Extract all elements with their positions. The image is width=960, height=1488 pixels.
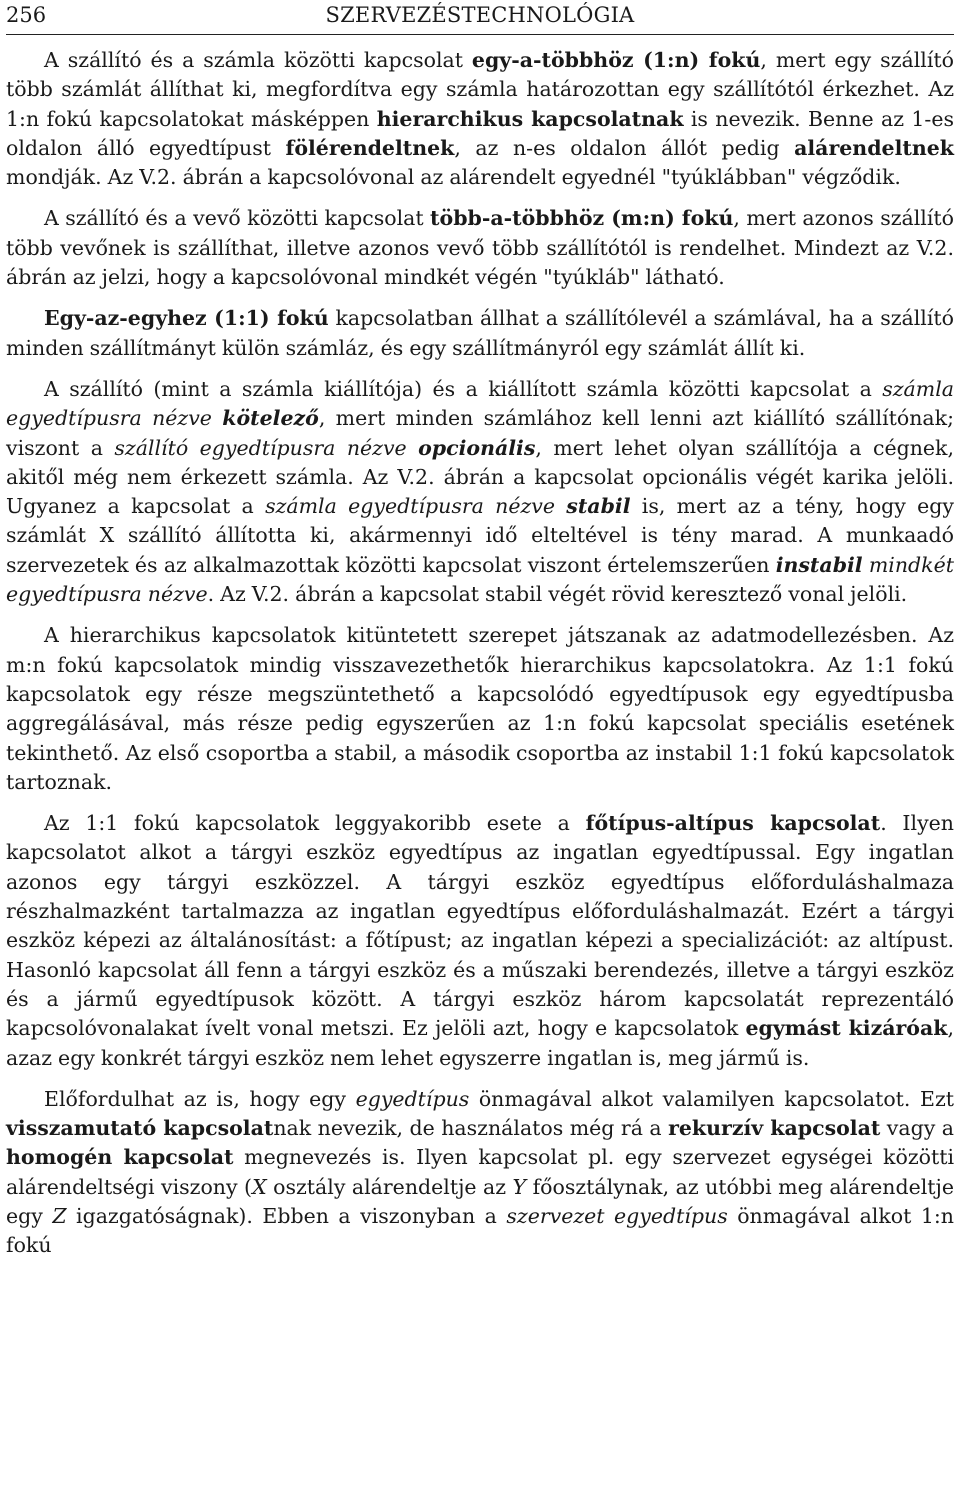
emphasized-term: instabil (775, 552, 863, 577)
running-title: SZERVEZÉSTECHNOLÓGIA (325, 3, 635, 27)
text-run: A szállító (mint a számla kiállítója) és a kiállított számla közötti kapcsolat a (44, 376, 883, 401)
text-run: , mert azonos szállító több vevőnek is szállíthat, illetve azonos vevő több szállítótól is rendelhet. Mindezt az V.2. ábrán az jelzi, hogy a kapcsolóvonal mindkét végén "tyúkláb" látható. (6, 206, 954, 290)
page-header (6, 0, 954, 35)
text-run: , az n-es oldalon állót pedig (454, 135, 795, 160)
paragraph (6, 621, 954, 797)
page-number: 256 (6, 3, 47, 27)
text-run: Előfordulhat az is, hogy egy (44, 1086, 356, 1111)
italic-text: Z (52, 1203, 67, 1228)
paragraph (6, 46, 954, 192)
emphasized-term: Egy-az-egyhez (1:1) fokú (44, 306, 329, 331)
emphasized-term: több-a-többhöz (m:n) fokú (430, 206, 734, 231)
text-run: A hierarchikus kapcsolatok kitüntetett szerepet játszanak az adatmodellezésben. Az m:n fokú kapcsolatok mindig visszavezethetők hierarchikus kapcsolatokra. Az 1:1 fokú kapcsolatok egy része megszüntethető a kapcsolódó egyedtípusok egy egyedtípusba aggregálásával, más része pedig egyszerűen az 1:n fokú kapcsolat speciális esetének tekinthető. Az első csoportba a stabil, a második csoportba az instabil 1:1 fokú kapcsolatok tartoznak. (6, 623, 954, 794)
text-run: A szállító és a számla közötti kapcsolat (44, 48, 472, 72)
text-run (407, 436, 418, 460)
text-run: is, mert az a tény, hogy egy számlát X szállító állította ki, akármennyi idő elteltével is tény marad. A munkaadó szervezetek és az alkalmazottak közötti kapcsolat viszont értelemszerűen (6, 494, 954, 577)
emphasized-term: kötelező (222, 406, 319, 431)
text-run: kapcsolatban állhat a szállítólevél a számlával, ha a szállító minden szállítmányt külön számláz, és egy szállítmányról egy számlát állít ki. (6, 306, 954, 360)
emphasized-term: hierarchikus kapcsolatnak (376, 106, 684, 131)
italic-text: szervezet egyedtípus (506, 1203, 728, 1228)
italic-text: X (252, 1174, 267, 1199)
text-run: osztály alárendeltje az (266, 1174, 513, 1199)
paragraph (6, 375, 954, 609)
text-run: . Az V.2. ábrán a kapcsolat stabil végét rövid keresztező vonal jelöli. (207, 582, 908, 607)
text-run: mondják. Az V.2. ábrán a kapcsolóvonal az alárendelt egyednél "tyúklábban" végződik. (6, 165, 901, 190)
emphasized-term: rekurzív kapcsolat (668, 1116, 881, 1141)
text-run: vagy a (880, 1116, 954, 1141)
text-run: is nevezik. Benne az 1-es oldalon álló egyedtípust (6, 106, 954, 160)
text-run: . Ilyen kapcsolatot alkot a tárgyi eszköz egyedtípus az ingatlan egyedtípussal. Egy ingatlan azonos egy tárgyi eszközzel. A tárgyi eszköz egyedtípus előforduláshalmaza részhalmazként tartalmazza az ingatlan egyedtípus előforduláshalmazát. Ezért a tárgyi eszköz képezi az általánosítást: a főtípust; az ingatlan képezi a specializációt: az altípust. Hasonló kapcsolat áll fenn a tárgyi eszköz és a műszaki berendezés, illetve a tárgyi eszköz és a jármű egyedtípusok között. A tárgyi eszköz három kapcsolatát reprezentáló kapcsolóvonalakat ívelt vonal metszi. Ez jelöli azt, hogy e kapcsolatok (6, 811, 955, 1041)
text-run: nak nevezik, de használatos még rá a (273, 1116, 669, 1141)
emphasized-term: egy-a-többhöz (1:n) fokú (471, 48, 761, 72)
text-run: főosztálynak, az utóbbi meg alárendeltje egy (6, 1174, 955, 1228)
paragraph (6, 204, 954, 292)
emphasized-term: egymást kizáróak (745, 1016, 948, 1041)
paragraph (6, 809, 954, 1073)
italic-text: Y (512, 1174, 527, 1199)
text-run: , azaz egy konkrét tárgyi eszköz nem lehet egyszerre ingatlan is, meg jármű is. (6, 1016, 954, 1070)
emphasized-term: fölérendeltnek (285, 135, 455, 160)
italic-text: számla egyedtípusra nézve (6, 376, 954, 431)
text-run: önmagával alkot valamilyen kapcsolatot. Ezt (469, 1086, 954, 1111)
paragraph (6, 1085, 954, 1261)
emphasized-term: opcionális (418, 435, 536, 460)
italic-text: egyedtípus (355, 1086, 470, 1111)
italic-text: mindkét egyedtípusra nézve (6, 552, 954, 607)
italic-text: szállító egyedtípusra nézve (114, 435, 407, 460)
text-run: A szállító és a vevő közötti kapcsolat (44, 206, 431, 231)
text-run: , mert egy szállító több számlát állíthat ki, megfordítva egy számla határozottan egy szállítótól érkezhet. Az 1:n fokú kapcsolatokat másképpen (6, 48, 954, 131)
emphasized-term: főtípus-altípus kapcsolat (585, 811, 881, 836)
text-run (212, 406, 222, 430)
emphasized-term: alárendeltnek (794, 135, 954, 160)
paragraph (6, 304, 954, 363)
italic-text: számla egyedtípusra nézve (265, 494, 555, 519)
text-run: , mert lehet olyan szállítója a cégnek, akitől még nem érkezett számla. Az V.2. ábrán a kapcsolat opcionális végét karika jelöli. Ugyanez a kapcsolat a (6, 435, 954, 519)
body-text (6, 46, 954, 1261)
emphasized-term: stabil (566, 494, 631, 519)
text-run: Az 1:1 fokú kapcsolatok leggyakoribb esete a (44, 811, 586, 836)
text-run: igazgatóságnak). Ebben a viszonyban a (66, 1203, 507, 1228)
text-run: önmagával alkot 1:n fokú (6, 1203, 954, 1258)
emphasized-term: homogén kapcsolat (6, 1145, 234, 1170)
emphasized-term: visszamutató kapcsolat (6, 1116, 274, 1141)
text-run: megnevezés is. Ilyen kapcsolat pl. egy szervezet egységei közötti alárendeltségi viszony ( (6, 1145, 954, 1199)
text-run: , mert minden számlához kell lenni azt kiállító szállítónak; viszont a (6, 406, 954, 460)
text-run (555, 494, 566, 518)
